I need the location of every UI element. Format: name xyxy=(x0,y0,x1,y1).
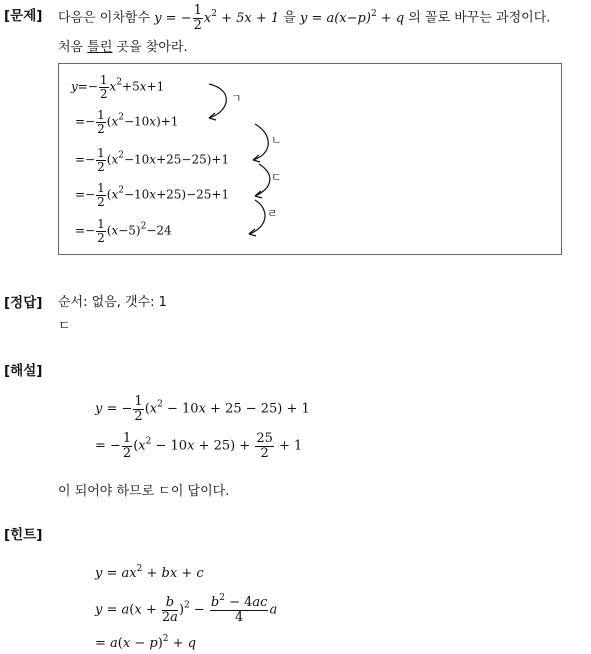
explanation-conclusion: 이 되어야 하므로 ㄷ이 답이다. xyxy=(58,484,230,499)
step-arrows xyxy=(59,64,561,254)
problem-intro-particle: 을 xyxy=(283,10,296,26)
problem-intro-ending: 의 꼴로 바꾸는 과정이다. xyxy=(408,10,551,26)
problem-label: [문제] xyxy=(4,8,43,24)
derivation-box xyxy=(58,63,562,255)
problem-original-function: y = − $\frac{1}{2}$ $x^2 + 5x + 1$ xyxy=(154,3,284,33)
step-label-2: ㄴ xyxy=(271,134,282,147)
hint-eq-2: y = a(x + $\frac{b}{2a}$ )$^2$ − $\frac{b^2 - 4ac}{4}$ a xyxy=(95,593,278,625)
problem-statement-line2: 처음 틀린 곳을 찾아라. xyxy=(58,40,188,55)
explanation-eq-2: = − $\frac{1}{2}$ $(x^2 - 10x + 25)$ + $\frac{25}{2}$ + 1 xyxy=(95,431,303,461)
problem-statement-line1 xyxy=(58,4,550,32)
hint-label: [힌트] xyxy=(4,527,43,543)
answer-line-2: ㄷ xyxy=(58,319,71,334)
step-label-3: ㄷ xyxy=(271,171,282,184)
hint-eq-3: = $a(x - p)^2 + q$ xyxy=(95,634,197,651)
derivation-line-3: =− $\frac{1}{2}$ $(x^2-10x+25-25)+1$ xyxy=(75,146,230,174)
problem-intro-text: 다음은 이차함수 xyxy=(58,10,151,26)
problem-target-form: $y = a(x-p)^2 + q$ xyxy=(299,8,405,26)
derivation-line-2: =− $\frac{1}{2}$ $(x^2-10x)+1$ xyxy=(75,108,179,136)
derivation-line-4: =− $\frac{1}{2}$ $(x^2-10x+25)-25+1$ xyxy=(75,181,230,209)
answer-line-1: 순서: 없음, 갯수: 1 xyxy=(58,295,167,310)
answer-label: [정답] xyxy=(4,295,43,311)
derivation-line-1: y=− $\frac{1}{2}$ $x^2+5x+1$ xyxy=(71,73,165,101)
explanation-label: [해설] xyxy=(4,363,43,379)
keyword-wrong: 틀린 xyxy=(87,40,113,55)
step-label-4: ㄹ xyxy=(267,207,278,220)
hint-eq-1: $y = ax^2$ + bx + c xyxy=(95,564,204,581)
derivation-line-5: =− $\frac{1}{2}$ $(x-5)^2-24$ xyxy=(75,217,172,245)
explanation-eq-1: y = − $\frac{1}{2}$ $(x^2 - 10x + 25 - 25) + 1$ xyxy=(95,394,310,424)
step-label-1: ㄱ xyxy=(231,92,242,105)
